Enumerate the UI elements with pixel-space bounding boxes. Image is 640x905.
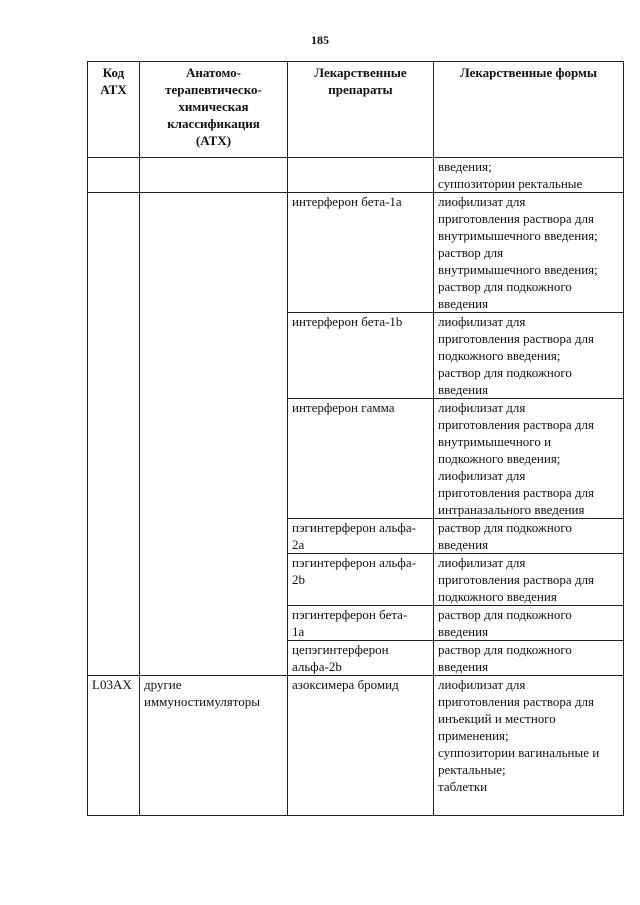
- cell-classification: [140, 554, 288, 606]
- cell-forms: лиофилизат для приготовления раствора для подкожного введения; раствор для подкожного введения: [434, 313, 624, 399]
- cell-drug: интерферон бета-1b: [288, 313, 434, 399]
- cell-forms: раствор для подкожного введения: [434, 641, 624, 676]
- cell-drug: пэгинтерферон бета- 1a: [288, 606, 434, 641]
- cell-code: [88, 519, 140, 554]
- cell-classification: [140, 193, 288, 313]
- cell-code: [88, 606, 140, 641]
- cell-classification: другие иммуностимуляторы: [140, 676, 288, 816]
- atc-drug-table: [87, 61, 624, 816]
- table-row: [88, 519, 624, 554]
- header-classification: Анатомо- терапевтическо- химическая классификация (ATX): [140, 62, 288, 158]
- table-row: [88, 554, 624, 606]
- cell-drug: интерферон гамма: [288, 399, 434, 519]
- cell-code: [88, 399, 140, 519]
- table-row: [88, 399, 624, 519]
- cell-classification: [140, 158, 288, 193]
- cell-code: [88, 554, 140, 606]
- cell-code: [88, 313, 140, 399]
- cell-forms: раствор для подкожного введения: [434, 606, 624, 641]
- cell-drug: интерферон бета-1a: [288, 193, 434, 313]
- cell-code: L03AX: [88, 676, 140, 816]
- cell-forms: введения; суппозитории ректальные: [434, 158, 624, 193]
- table-header-row: [88, 62, 624, 158]
- cell-classification: [140, 313, 288, 399]
- cell-classification: [140, 519, 288, 554]
- page-number: 185: [311, 33, 329, 47]
- cell-drug: пэгинтерферон альфа- 2b: [288, 554, 434, 606]
- cell-drug: пэгинтерферон альфа- 2a: [288, 519, 434, 554]
- cell-forms: лиофилизат для приготовления раствора для внутримышечного введения; раствор для внутримышечного введения; раствор для подкожного введения: [434, 193, 624, 313]
- header-code: Код ATX: [88, 62, 140, 158]
- cell-drug: цепэгинтерферон альфа-2b: [288, 641, 434, 676]
- cell-code: [88, 193, 140, 313]
- table-row: [88, 641, 624, 676]
- table-row: [88, 313, 624, 399]
- cell-drug: азоксимера бромид: [288, 676, 434, 816]
- header-forms: Лекарственные формы: [434, 62, 624, 158]
- cell-forms: лиофилизат для приготовления раствора для подкожного введения: [434, 554, 624, 606]
- cell-forms: лиофилизат для приготовления раствора для внутримышечного и подкожного введения; лиофилизат для приготовления раствора для интраназального введения: [434, 399, 624, 519]
- cell-code: [88, 641, 140, 676]
- table-row: [88, 676, 624, 816]
- cell-classification: [140, 399, 288, 519]
- header-drugs: Лекарственные препараты: [288, 62, 434, 158]
- cell-classification: [140, 606, 288, 641]
- table-row: [88, 158, 624, 193]
- table-row: [88, 606, 624, 641]
- cell-classification: [140, 641, 288, 676]
- cell-forms: раствор для подкожного введения: [434, 519, 624, 554]
- cell-forms: лиофилизат для приготовления раствора для инъекций и местного применения; суппозитории вагинальные и ректальные; таблетки: [434, 676, 624, 816]
- cell-drug: [288, 158, 434, 193]
- cell-code: [88, 158, 140, 193]
- table-row: [88, 193, 624, 313]
